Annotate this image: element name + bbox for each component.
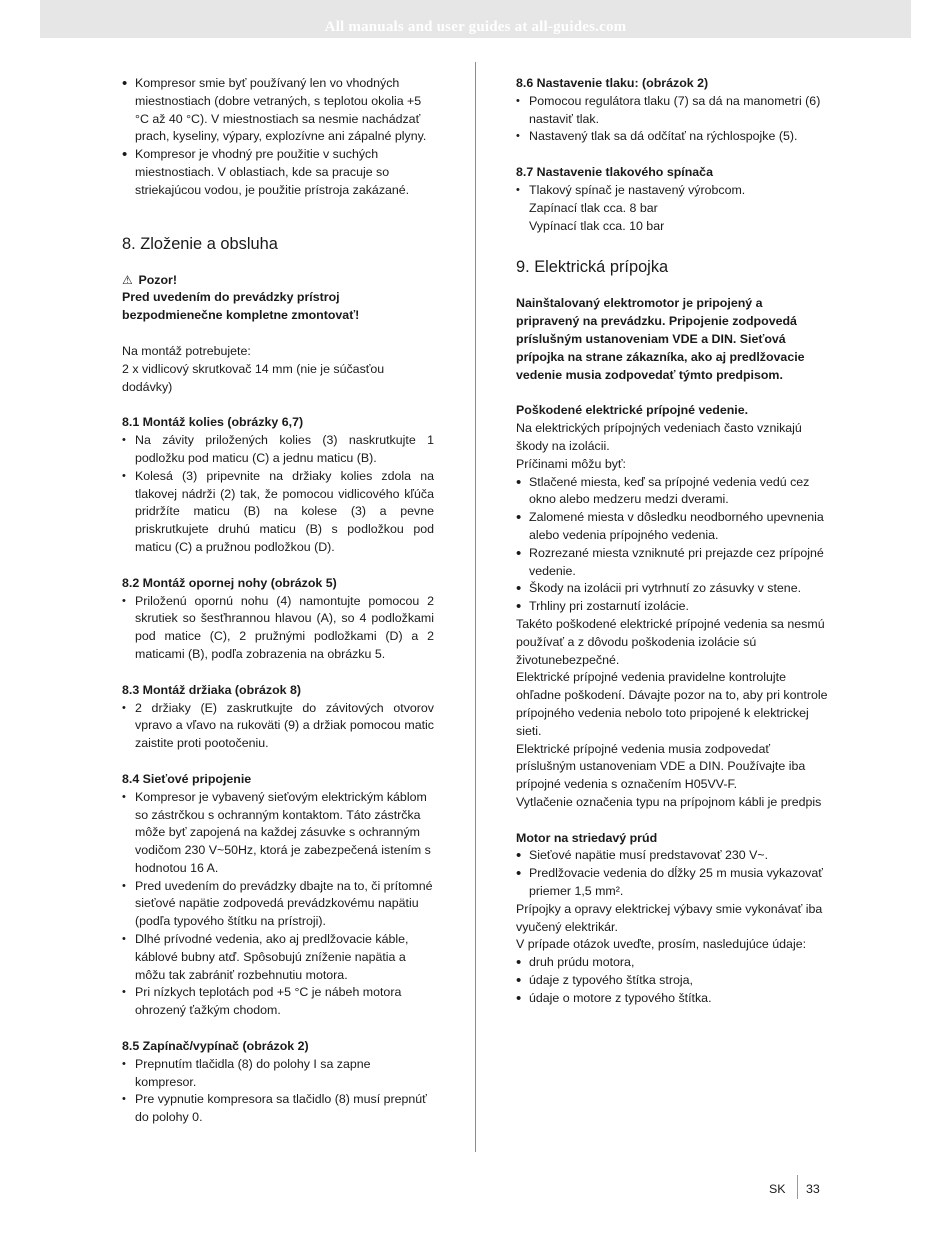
paragraph: Elektrické prípojné vedenia musia zodpovedať príslušným ustanoveniam VDE a DIN. Používajte iba prípojné vedenia s označením H05VV-F. <box>516 741 806 792</box>
list-item: • údaje z typového štítka stroja, <box>516 972 828 990</box>
paragraph: Elektrické prípojné vedenia pravidelne kontrolujte ohľadne poškodení. Dávajte pozor na to, aby pri kontrole prípojného vedenia nebolo toto pripojené k elektrickej sieti. <box>516 670 828 738</box>
ac-motor-list <box>516 847 828 900</box>
pressure-switch-text: • Tlakový spínač je nastavený výrobcom. <box>529 182 746 197</box>
footer-language: SK <box>769 1182 786 1196</box>
list-item: • Kompresor je vybavený sieťovým elektrickým káblom so zástrčkou s ochranným kontaktom. Táto zástrčka môže byť zapojená na každej zásuvke s ochranným vodičom 230 V~50Hz, ktorá je zabezpečená istením s hodnotou 16 A. <box>122 789 434 878</box>
section-8-4-list <box>122 789 434 1020</box>
section-8-6-list <box>516 93 828 146</box>
paragraph: Takéto poškodené elektrické prípojné vedenia sa nesmú používať a z dôvodu poškodenia izolácie sú životunebezpečné. <box>516 616 825 667</box>
left-column <box>122 75 434 1127</box>
list-item: • 2 držiaky (E) zaskrutkujte do závitových otvorov vpravo a vľavo na rukoväti (9) a držiak pomocou matic zaistite proti pootočeniu. <box>122 700 434 753</box>
section-8-4-heading: 8.4 Sieťové pripojenie <box>122 771 252 786</box>
section-8-7-heading: 8.7 Nastavenie tlakového spínača <box>516 165 713 180</box>
list-item: • Sieťové napätie musí predstavovať 230 V~. <box>516 847 828 865</box>
list-item: • Priloženú opornú nohu (4) namontujte pomocou 2 skrutiek so šesťhrannou hlavou (A), so 4 podložkami pod matice (C), 2 pružnými podložkami (D) a 2 maticami (B), podľa zobrazenia na obrázku 5. <box>122 593 434 664</box>
list-item: • Predlžovacie vedenia do dĺžky 25 m musia vykazovať priemer 1,5 mm². <box>516 865 828 901</box>
cut-out-pressure: Vypínací tlak cca. 10 bar <box>529 218 665 233</box>
right-column <box>516 75 828 1008</box>
warning-title: ⚠ Pozor! <box>122 272 434 290</box>
list-item: • Kolesá (3) pripevnite na držiaky kolies zdola na tlakovej nádrži (2) tak, že pomocou vidlicového kľúča pridržíte maticu (B) na kolese (3) a pevne priskrutkujete druhú maticu (B) s podložkou pod maticu (C) a pružnou podložkou (D). <box>122 468 434 557</box>
list-item: • Kompresor smie byť používaný len vo vhodných miestnostiach (dobre vetraných, s teplotou okolia +5 °C až 40 °C). V miestnostiach sa nesmie nachádzať prach, kyseliny, výpary, explozívne ani zápalné plyny. <box>122 75 434 146</box>
list-item: • Kompresor je vhodný pre použitie v suchých miestnostiach. V oblastiach, kde sa pracuje so striekajúcou vodou, je použitie prístroja zakázané. <box>122 146 434 199</box>
need-label: Na montáž potrebujete: <box>122 343 251 358</box>
list-item: • Pre vypnutie kompresora sa tlačidlo (8) musí prepnúť do polohy 0. <box>122 1091 434 1127</box>
list-item: • Stlačené miesta, keď sa prípojné vedenia vedú cez okno alebo medzeru medzi dverami. <box>516 474 828 510</box>
page-number: 33 <box>806 1182 820 1196</box>
damaged-cable-intro: Na elektrických prípojných vedeniach často vznikajú škody na izolácii. <box>516 421 802 453</box>
section-8-5-list <box>122 1056 434 1127</box>
list-item: • Rozrezané miesta vzniknuté pri prejazde cez prípojné vedenie. <box>516 545 828 581</box>
section-8-2-list <box>122 593 434 664</box>
list-item: • Na závity priložených kolies (3) naskrutkujte 1 podložku pod maticu (C) a jednu maticu (B). <box>122 432 434 468</box>
paragraph: Prípojky a opravy elektrickej výbavy smie vykonávať iba vyučený elektrikár. <box>516 901 823 934</box>
list-item: • Pred uvedením do prevádzky dbajte na to, či prítomné sieťové napätie zodpovedá prevádzkovému napätiu (podľa typového štítku na prístroji). <box>122 878 434 931</box>
paragraph: Vytlačenie označenia typu na prípojnom kábli je predpis <box>516 794 822 809</box>
list-item: • Zalomené miesta v dôsledku neodborného upevnenia alebo vedenia prípojného vedenia. <box>516 509 828 545</box>
list-item: • Nastavený tlak sa dá odčítať na rýchlospojke (5). <box>516 128 828 146</box>
section-9-intro: Nainštalovaný elektromotor je pripojený a pripravený na prevádzku. Pripojenie zodpovedá príslušným ustanoveniam VDE a DIN. Sieťová prípojka na strane zákazníka, ako aj predlžovacie vedenie musia zodpovedať týmto predpisom. <box>516 296 805 382</box>
section-9-heading: 9. Elektrická prípojka <box>516 258 669 277</box>
section-8-1-list <box>122 432 434 557</box>
damaged-cable-list <box>516 474 828 616</box>
need-text: 2 x vidlicový skrutkovač 14 mm (nie je súčasťou dodávky) <box>122 361 385 394</box>
column-divider <box>475 62 476 1152</box>
damaged-cable-heading: Poškodené elektrické prípojné vedenie. <box>516 403 749 418</box>
ac-info-list <box>516 954 828 1007</box>
section-8-heading: 8. Zloženie a obsluha <box>122 234 278 253</box>
list-item: • druh prúdu motora, <box>516 954 828 972</box>
list-item: • Škody na izolácii pri vytrhnutí zo zásuvky v stene. <box>516 580 828 598</box>
section-8-6-heading: 8.6 Nastavenie tlaku: (obrázok 2) <box>516 76 709 90</box>
list-item: • Pri nízkych teplotách pod +5 °C je nábeh motora ohrozený ťažkým chodom. <box>122 984 434 1020</box>
section-8-2-heading: 8.2 Montáž opornej nohy (obrázok 5) <box>122 575 337 590</box>
section-8-3-heading: 8.3 Montáž držiaka (obrázok 8) <box>122 682 302 697</box>
damaged-cable-causes-label: Príčinami môžu byť: <box>516 456 626 471</box>
list-item: • údaje o motore z typového štítka. <box>516 990 828 1008</box>
intro-list <box>122 75 434 200</box>
warning-text: Pred uvedením do prevádzky prístroj bezpodmienečne kompletne zmontovať! <box>122 290 360 323</box>
paragraph: V prípade otázok uveďte, prosím, nasledujúce údaje: <box>516 937 807 952</box>
list-item: • Prepnutím tlačidla (8) do polohy I sa zapne kompresor. <box>122 1056 434 1092</box>
ac-motor-heading: Motor na striedavý prúd <box>516 830 658 845</box>
watermark-banner: All manuals and user guides at all-guides.com <box>40 0 911 38</box>
cut-in-pressure: Zapínací tlak cca. 8 bar <box>529 200 658 215</box>
footer-separator <box>797 1175 798 1199</box>
list-item: • Pomocou regulátora tlaku (7) sa dá na manometri (6) nastaviť tlak. <box>516 93 828 129</box>
list-item <box>516 182 828 235</box>
section-8-7-list <box>516 182 828 235</box>
list-item: • Trhliny pri zostarnutí izolácie. <box>516 598 828 616</box>
section-8-5-heading: 8.5 Zapínač/vypínač (obrázok 2) <box>122 1039 309 1054</box>
list-item: • Dlhé prívodné vedenia, ako aj predlžovacie káble, káblové bubny atď. Spôsobujú zníženie napätia a môžu tak zabrániť rozbehnutiu motora. <box>122 931 434 984</box>
warning-icon: ⚠ <box>122 272 133 287</box>
section-8-3-list <box>122 700 434 753</box>
section-8-1-heading: 8.1 Montáž kolies (obrázky 6,7) <box>122 415 304 430</box>
